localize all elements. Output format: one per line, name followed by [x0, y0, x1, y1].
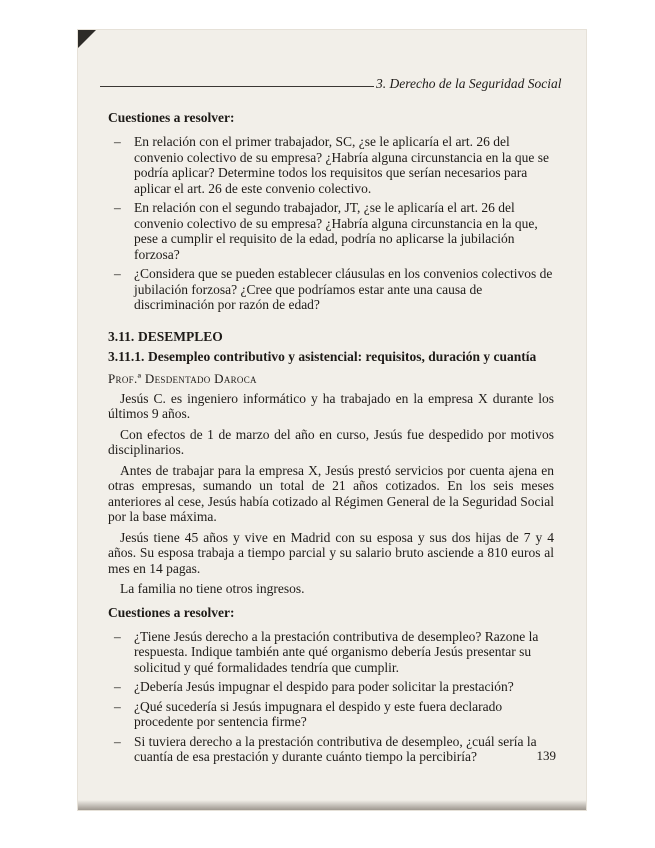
- question-item: [108, 699, 554, 730]
- subsection-title: [108, 349, 554, 365]
- question-text: ¿Debería Jesús impugnar el despido para poder solicitar la prestación?: [134, 679, 514, 694]
- question-text: En relación con el segundo trabajador, JT, ¿se le aplicaría el art. 26 del convenio colectivo de su empresa? ¿Habría alguna circunstancia en la que, pese a cumplir el requisito de la edad, podría no aplicarse la jubilación forzosa?: [134, 200, 538, 262]
- question-item: [108, 134, 554, 196]
- question-list-2: [108, 629, 554, 765]
- header-rule: [100, 86, 374, 87]
- question-list-1: [108, 134, 554, 313]
- question-item: [108, 734, 554, 765]
- dash-bullet: –: [114, 679, 121, 694]
- dash-bullet: –: [114, 266, 121, 281]
- page-edge-shadow: [78, 800, 586, 810]
- question-text: ¿Tiene Jesús derecho a la prestación contributiva de desempleo? Razone la respuesta. Indique también ante qué organismo debería Jesús presentar su solicitud y qué formalidades tendría que cumplir.: [134, 628, 539, 675]
- dash-bullet: –: [114, 134, 121, 149]
- paragraph: Antes de trabajar para la empresa X, Jesús prestó servicios por cuenta ajena en otras empresas, sumando un total de 21 años cotizados. En los seis meses anteriores al cese, Jesús había cotizado al Régimen General de la Seguridad Social por la base máxima.: [108, 462, 554, 524]
- author: Prof.ª Desdentado Daroca: [108, 370, 257, 386]
- page-content: [108, 110, 554, 769]
- book-page: [78, 30, 586, 810]
- paragraph: Jesús C. es ingeniero informático y ha trabajado en la empresa X durante los últimos 9 años.: [108, 390, 554, 421]
- dash-bullet: –: [114, 698, 121, 714]
- subsection-name: Desempleo contributivo y asistencial: requisitos, duración y cuantía: [148, 348, 537, 364]
- page-number: 139: [536, 748, 556, 763]
- dash-bullet: –: [114, 200, 121, 215]
- section-name: DESEMPLEO: [138, 328, 223, 344]
- question-item: [108, 266, 554, 313]
- running-header: 3. Derecho de la Seguridad Social: [376, 76, 562, 91]
- dash-bullet: –: [114, 628, 121, 644]
- section-number: 3.11.: [108, 328, 135, 344]
- question-item: [108, 200, 554, 262]
- subsection-number: 3.11.1.: [108, 348, 145, 364]
- question-text: En relación con el primer trabajador, SC, ¿se le aplicaría el art. 26 del convenio colectivo de su empresa? ¿Habría alguna circunstancia en la que se podría aplicar? Determine todos los requisitos que serían necesarios para aplicar el art. 26 de este convenio colectivo.: [134, 134, 549, 196]
- dash-bullet: –: [114, 733, 121, 749]
- question-text: ¿Qué sucedería si Jesús impugnara el despido y este fuera declarado procedente por sentencia firme?: [134, 698, 503, 729]
- cuestiones-heading-1: Cuestiones a resolver:: [108, 110, 235, 125]
- question-item: [108, 679, 554, 695]
- paragraph: Con efectos de 1 de marzo del año en curso, Jesús fue despedido por motivos disciplinarios.: [108, 426, 554, 457]
- question-item: [108, 629, 554, 676]
- question-text: Si tuviera derecho a la prestación contributiva de desempleo, ¿cuál sería la cuantía de esa prestación y durante cuánto tiempo la percibiría?: [134, 733, 537, 764]
- cuestiones-heading-2: Cuestiones a resolver:: [108, 604, 235, 620]
- folded-corner: [78, 30, 96, 48]
- question-text: ¿Considera que se pueden establecer cláusulas en los convenios colectivos de jubilación forzosa? ¿Cree que podríamos estar ante una causa de discriminación por razón de edad?: [134, 266, 553, 312]
- paragraph: Jesús tiene 45 años y vive en Madrid con su esposa y sus dos hijas de 7 y 4 años. Su esposa trabaja a tiempo parcial y su salario bruto asciende a 810 euros al mes en 14 pagas.: [108, 529, 554, 576]
- paragraph: La familia no tiene otros ingresos.: [120, 581, 305, 596]
- section-title: [108, 329, 554, 345]
